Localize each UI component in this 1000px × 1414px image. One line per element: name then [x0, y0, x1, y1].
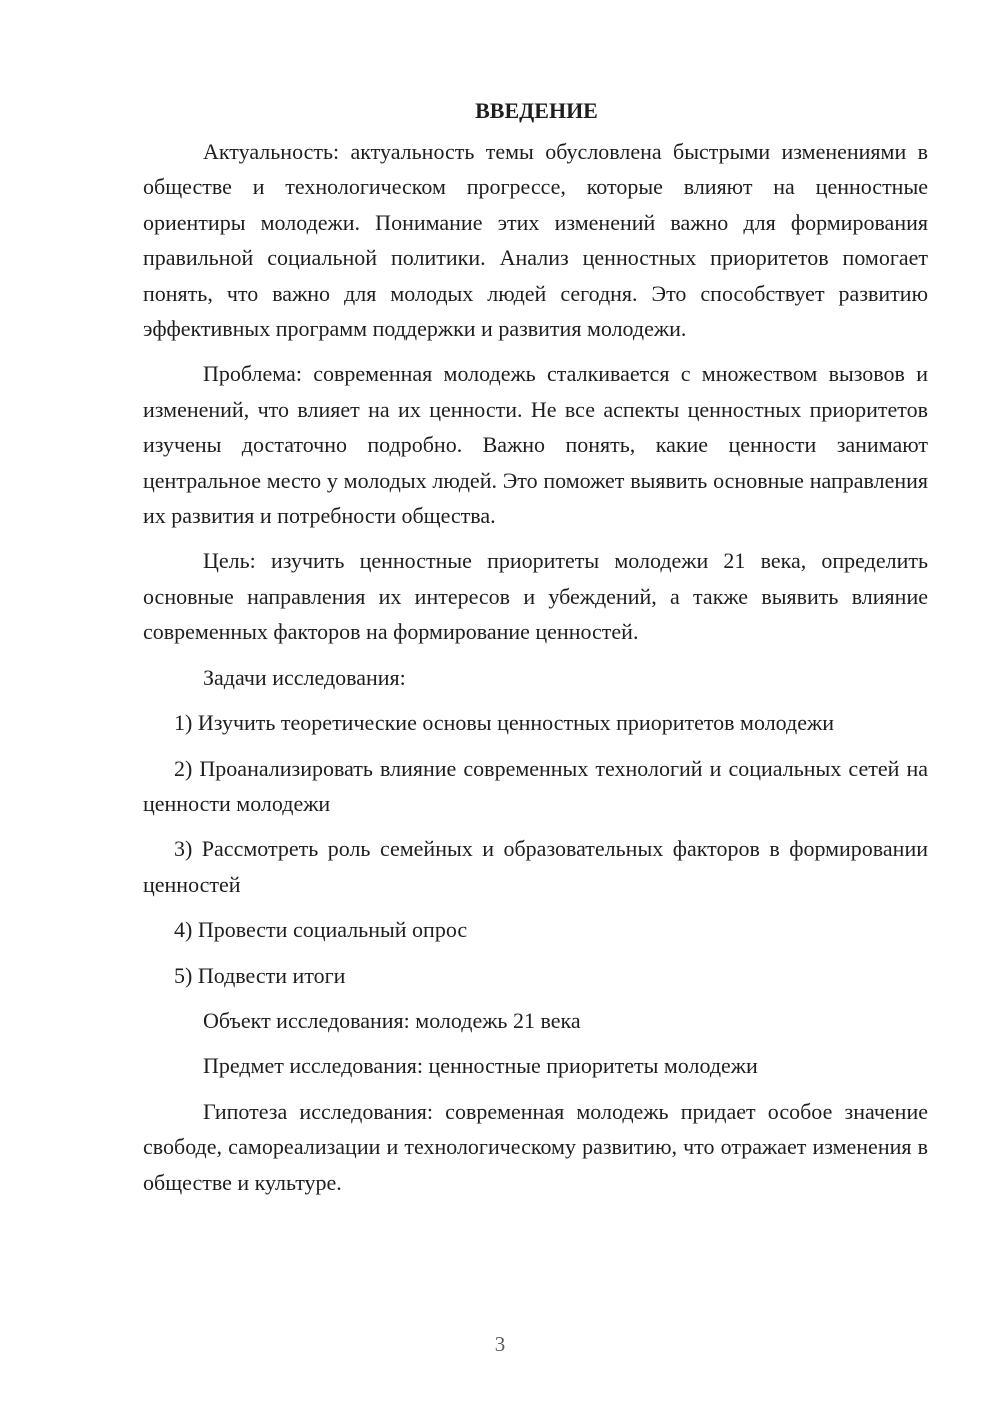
- page-number: 3: [494, 1332, 506, 1356]
- document-page: [143, 96, 928, 1200]
- task-item: 4) Провести социальный опрос: [174, 917, 468, 943]
- problem-paragraph: Проблема: современная молодежь сталкивается с множеством вызовов и изменений, что влияет на их ценности. Не все аспекты ценностных приоритетов изучены достаточно подробно. Важно понять, какие ценности занимают центральное место у молодых людей. Это поможет выявить основные направления их развития и потребности общества.: [143, 361, 928, 529]
- goal-paragraph: Цель: изучить ценностные приоритеты молодежи 21 века, определить основные направления их интересов и убеждений, а также выявить влияние современных факторов на формирование ценностей.: [143, 548, 928, 645]
- task-item: 2) Проанализировать влияние современных технологий и социальных сетей на ценности молодежи: [143, 755, 928, 816]
- hypothesis-paragraph: Гипотеза исследования: современная молодежь придает особое значение свободе, самореализации и технологическому развитию, что отражает изменения в обществе и культуре.: [143, 1098, 928, 1195]
- task-item: 1) Изучить теоретические основы ценностных приоритетов молодежи: [174, 710, 834, 736]
- research-subject: Предмет исследования: ценностные приоритеты молодежи: [203, 1053, 758, 1079]
- page-title: ВВЕДЕНИЕ: [475, 98, 598, 123]
- tasks-title: Задачи исследования:: [203, 664, 406, 690]
- task-item: 5) Подвести итоги: [174, 962, 346, 988]
- research-object: Объект исследования: молодежь 21 века: [203, 1007, 581, 1033]
- task-item: 3) Рассмотреть роль семейных и образовательных факторов в формировании ценностей: [143, 836, 928, 897]
- relevance-paragraph: Актуальность: актуальность темы обусловлена быстрыми изменениями в обществе и технологическом прогрессе, которые влияют на ценностные ориентиры молодежи. Понимание этих изменений важно для формирования правильной социальной политики. Анализ ценностных приоритетов помогает понять, что важно для молодых людей сегодня. Это способствует развитию эффективных программ поддержки и развития молодежи.: [143, 139, 928, 342]
